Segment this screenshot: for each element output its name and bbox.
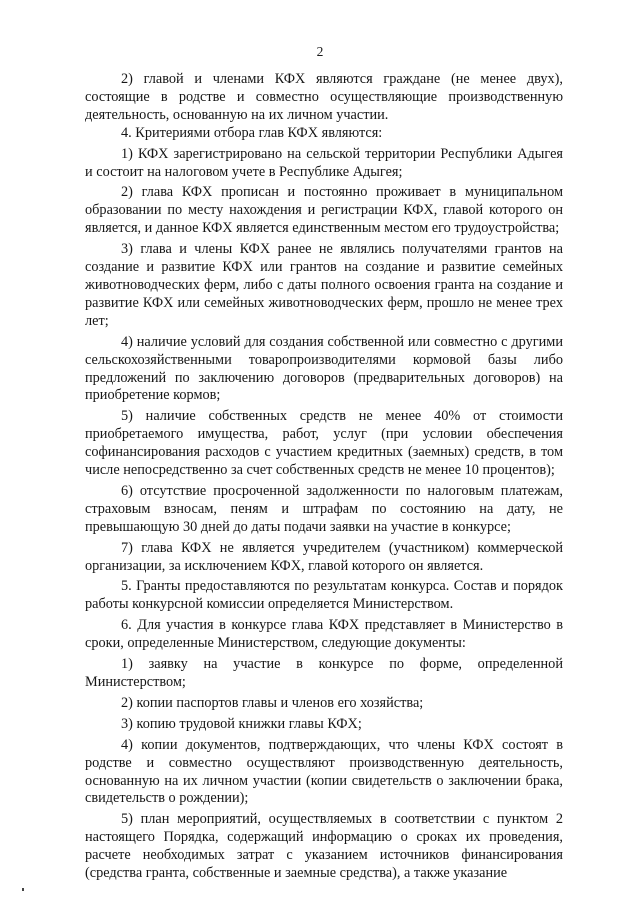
paragraph-2-2: 2) главой и членами КФХ являются граждане (не менее двух), состоящие в родстве и совместно осуществляющие производственную деятельность, основанную на их личном участии. bbox=[85, 71, 563, 123]
paragraph-6-heading: 6. Для участия в конкурсе глава КФХ представляет в Министерство в сроки, определенные Министерством, следующие документы: bbox=[85, 617, 563, 652]
document-body bbox=[85, 71, 563, 883]
page-number: 2 bbox=[316, 44, 324, 59]
paragraph-6-5: 5) план мероприятий, осуществляемых в соответствии с пунктом 2 настоящего Порядка, содержащий информацию о сроках их проведения, расчете необходимых затрат с указанием источников финансирования (средства гранта, собственные и заемные средства), а также указание bbox=[85, 811, 563, 882]
paragraph-4-6: 6) отсутствие просроченной задолженности по налоговым платежам, страховым взносам, пеням и штрафам по состоянию на дату, не превышающую 30 дней до даты подачи заявки на участие в конкурсе; bbox=[85, 482, 563, 535]
paragraph-4-3: 3) глава и члены КФХ ранее не являлись получателями грантов на создание и развитие КФХ или грантов на создание и развитие семейных животноводческих ферм, либо с даты полного освоения гранта на создание и развитие КФХ или семейных животноводческих ферм, прошло не менее трех лет; bbox=[85, 241, 563, 329]
paragraph-4-heading: 4. Критериями отбора глав КФХ являются: bbox=[121, 124, 383, 141]
paragraph-6-4: 4) копии документов, подтверждающих, что члены КФХ состоят в родстве и совместно осуществляют производственную деятельность, основанную на их личном участии (копии свидетельств о заключении брака, свидетельств о рождении); bbox=[85, 736, 563, 807]
paragraph-4-1: 1) КФХ зарегистрировано на сельской территории Республики Адыгея и состоит на налоговом учете в Республике Адыгея; bbox=[85, 145, 563, 180]
paragraph-4-4: 4) наличие условий для создания собственной или совместно с другими сельскохозяйственными товаропроизводителями кормовой базы либо предложений по заключению договоров (предварительных договоров) на приобретение кормов; bbox=[85, 333, 563, 404]
paragraph-6-1: 1) заявку на участие в конкурсе по форме, определенной Министерством; bbox=[85, 656, 563, 690]
paragraph-5: 5. Гранты предоставляются по результатам конкурса. Состав и порядок работы конкурсной комиссии определяется Министерством. bbox=[85, 578, 563, 613]
scan-artifact-mark bbox=[22, 888, 24, 891]
paragraph-4-7: 7) глава КФХ не является учредителем (участником) коммерческой организации, за исключением КФХ, главой которого он является. bbox=[85, 539, 563, 574]
paragraph-6-2: 2) копии паспортов главы и членов его хозяйства; bbox=[121, 694, 424, 711]
paragraph-6-3: 3) копию трудовой книжки главы КФХ; bbox=[121, 715, 362, 732]
paragraph-4-5: 5) наличие собственных средств не менее 40% от стоимости приобретаемого имущества, работ, услуг (при условии обеспечения софинансирования расходов с участием кредитных (заемных) средств, в том числе непосредственно за счет собственных средств не менее 10 процентов); bbox=[85, 408, 563, 479]
paragraph-4-2: 2) глава КФХ прописан и постоянно проживает в муниципальном образовании по месту нахождения и регистрации КФХ, главой которого он является, и данное КФХ является единственным местом его трудоустройства; bbox=[85, 184, 563, 237]
